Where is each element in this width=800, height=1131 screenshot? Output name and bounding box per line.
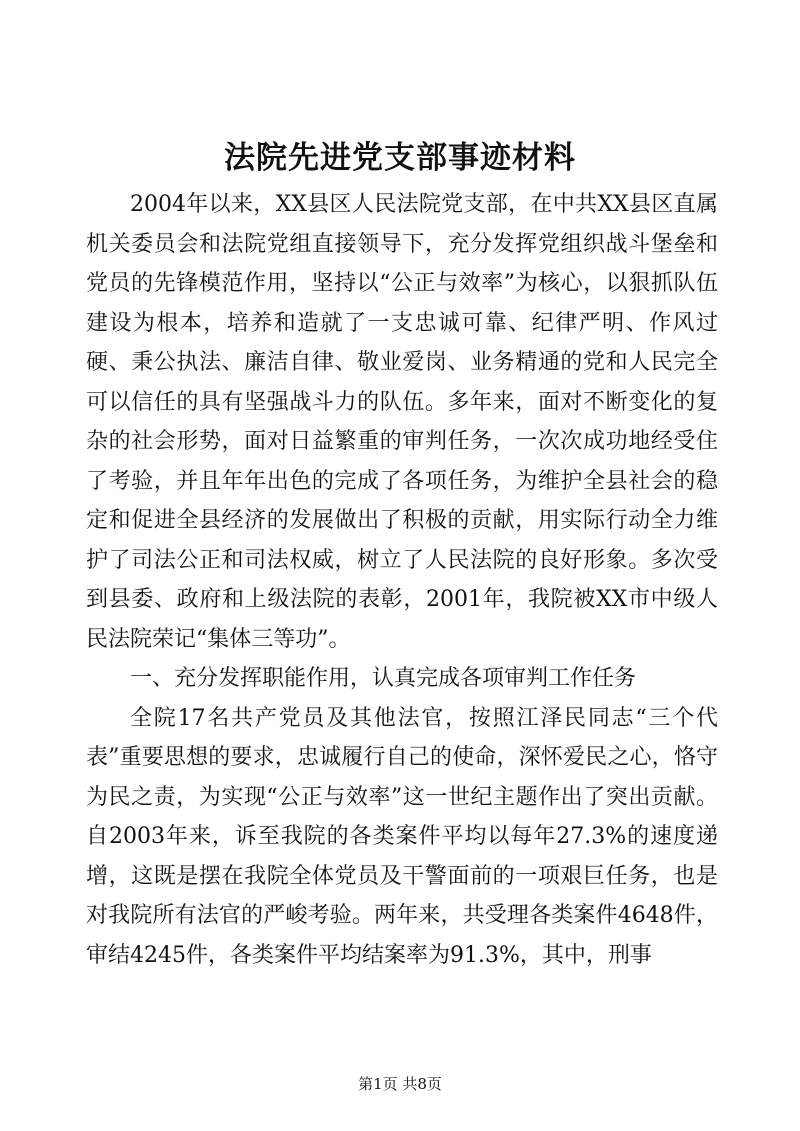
page-title: 法院先进党支部事迹材料 [224,140,576,176]
section-heading: 一、充分发挥职能作用，认真完成各项审判工作任务 [130,666,637,691]
paragraph-section-one: 全院17名共产党员及其他法官，按照江泽民同志“三个代表”重要思想的要求，忠诚履行自己的使命，深怀爱民之心，恪守为民之责，为实现“公正与效率”这一世纪主题作出了突出贡献。自2003年来，诉至我院的各类案件平均以每年27.3%的速度递增，这既是摆在我院全体党员及干警面前的一项艰巨任务，也是对我院所有法官的严峻考验。两年来，共受理各类案件4648件，审结4245件，各类案件平均结案率为91.3%，其中，刑事 [86,705,718,968]
document-body [86,185,718,975]
paragraph-intro: 2004年以来，XX县区人民法院党支部，在中共XX县区直属机关委员会和法院党组直接领导下，充分发挥党组织战斗堡垒和党员的先锋模范作用，坚持以“公正与效率”为核心，以狠抓队伍建设为根本，培养和造就了一支忠诚可靠、纪律严明、作风过硬、秉公执法、廉洁自律、敬业爱岗、业务精通的党和人民完全可以信任的具有坚强战斗力的队伍。多年来，面对不断变化的复杂的社会形势，面对日益繁重的审判任务，一次次成功地经受住了考验，并且年年出色的完成了各项任务，为维护全县社会的稳定和促进全县经济的发展做出了积极的贡献，用实际行动全力维护了司法公正和司法权威，树立了人民法院的良好形象。多次受到县委、政府和上级法院的表彰，2001年，我院被XX市中级人民法院荣记“集体三等功”。 [86,192,718,652]
page-footer: 第1页 共8页 [358,1075,442,1093]
